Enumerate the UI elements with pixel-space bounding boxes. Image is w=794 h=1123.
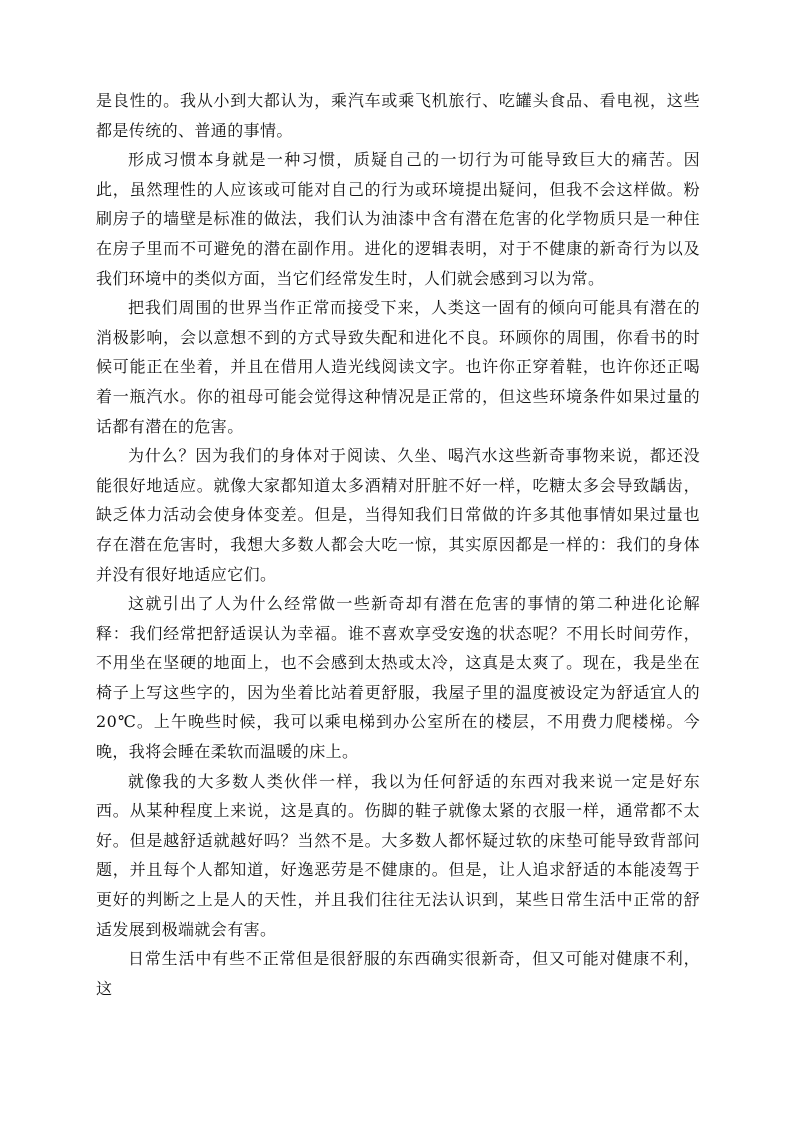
- paragraph: 形成习惯本身就是一种习惯，质疑自己的一切行为可能导致巨大的痛苦。因此，虽然理性的人应该或可能对自己的行为或环境提出疑问，但我不会这样做。粉刷房子的墙壁是标准的做法，我们认为油漆中含有潜在危害的化学物质只是一种住在房子里而不可避免的潜在副作用。进化的逻辑表明，对于不健康的新奇行为以及我们环境中的类似方面，当它们经常发生时，人们就会感到习以为常。: [96, 150, 700, 288]
- paragraph: 这就引出了人为什么经常做一些新奇却有潜在危害的事情的第二种进化论解释：我们经常把舒适误认为幸福。谁不喜欢享受安逸的状态呢？不用长时间劳作，不用坐在坚硬的地面上，也不会感到太热或太冷，这真是太爽了。现在，我是坐在椅子上写这些字的，因为坐着比站着更舒服，我屋子里的温度被设定为舒适宜人的20℃。上午晚些时候，我可以乘电梯到办公室所在的楼层，不用费力爬楼梯。今晚，我将会睡在柔软而温暖的床上。: [96, 594, 700, 762]
- paragraph: 就像我的大多数人类伙伴一样，我以为任何舒适的东西对我来说一定是好东西。从某种程度上来说，这是真的。伤脚的鞋子就像太紧的衣服一样，通常都不太好。但是越舒适就越好吗？当然不是。大多数人都怀疑过软的床垫可能导致背部问题，并且每个人都知道，好逸恶劳是不健康的。但是，让人追求舒适的本能凌驾于更好的判断之上是人的天性，并且我们往往无法认识到，某些日常生活中正常的舒适发展到极端就会有害。: [96, 771, 700, 939]
- paragraph: 把我们周围的世界当作正常而接受下来，人类这一固有的倾向可能具有潜在的消极影响，会以意想不到的方式导致失配和进化不良。环顾你的周围，你看书的时候可能正在坐着，并且在借用人造光线阅读文字。也许你正穿着鞋，也许你还正喝着一瓶汽水。你的祖母可能会觉得这种情况是正常的，但这些环境条件如果过量的话都有潜在的危害。: [96, 298, 700, 436]
- paragraph: 日常生活中有些不正常但是很舒服的东西确实很新奇，但又可能对健康不利，这: [96, 949, 700, 998]
- paragraph: 为什么？因为我们的身体对于阅读、久坐、喝汽水这些新奇事物来说，都还没能很好地适应。就像大家都知道太多酒精对肝脏不好一样，吃糖太多会导致龋齿，缺乏体力活动会使身体变差。但是，当得知我们日常做的许多其他事情如果过量也存在潜在危害时，我想大多数人都会大吃一惊，其实原因都是一样的：我们的身体并没有很好地适应它们。: [96, 446, 700, 584]
- paragraph-continued: 是良性的。我从小到大都认为，乘汽车或乘飞机旅行、吃罐头食品、看电视，这些都是传统的、普通的事情。: [96, 91, 700, 140]
- document-body: [96, 86, 700, 1003]
